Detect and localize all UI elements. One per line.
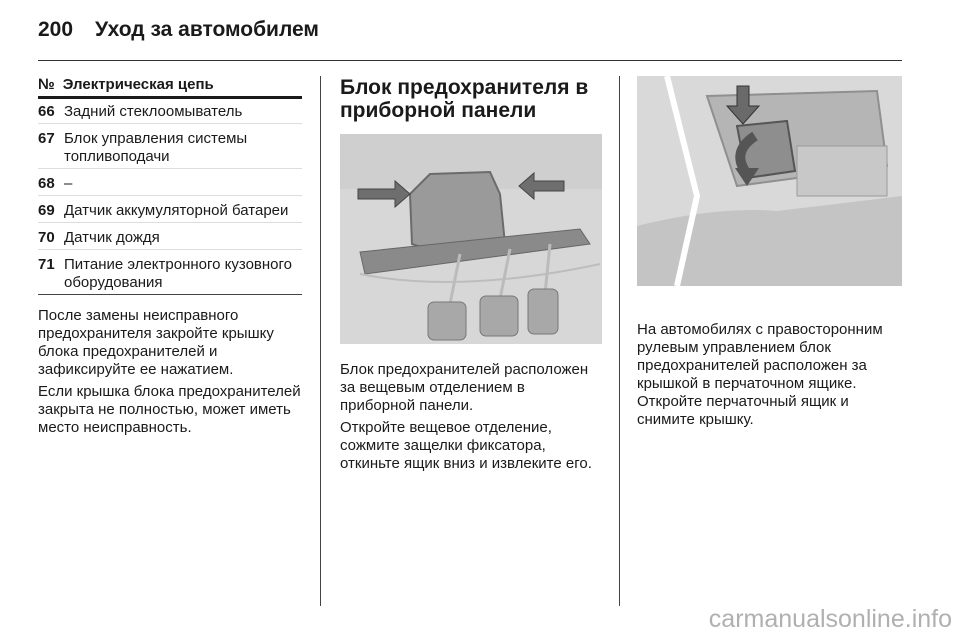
fuse-table-header <box>38 76 302 99</box>
fuse-number: 68 <box>38 175 55 192</box>
column-3 <box>637 76 902 429</box>
fuse-number: 70 <box>38 229 55 246</box>
paragraph-open-compartment: Откройте вещевое отделение, сожмите защелки фиксатора, откиньте ящик вниз и извлеките его. <box>340 419 592 472</box>
table-row <box>38 254 302 295</box>
paragraph-cover-warning: Если крышка блока предохранителей закрыта не полностью, может иметь место неисправность. <box>38 383 301 436</box>
circuit-name: Блок управления системы топливоподачи <box>64 130 248 165</box>
table-row <box>38 173 302 196</box>
fuse-number: 71 <box>38 256 55 273</box>
fuse-number: 67 <box>38 130 55 147</box>
fuse-number: 66 <box>38 103 55 120</box>
circuit-name: Питание электронного кузовного оборудования <box>64 256 293 291</box>
circuit-name: Задний стеклоомыватель <box>64 103 243 120</box>
column-divider-1 <box>320 76 321 606</box>
column-divider-2 <box>619 76 620 606</box>
table-row <box>38 128 302 169</box>
circuit-name: Датчик аккумуляторной батареи <box>64 202 289 219</box>
circuit-column-header: Электрическая цепь <box>62 76 214 93</box>
fuse-table <box>38 101 302 295</box>
page-number: 200 <box>38 18 74 41</box>
circuit-name: – <box>64 175 73 192</box>
page-title: Уход за автомобилем <box>95 18 319 41</box>
table-row <box>38 200 302 223</box>
section-heading: Блок предохранителя в приборной панели <box>340 76 589 122</box>
glovebox-illustration <box>637 76 902 286</box>
watermark: carmanualsonline.info <box>708 605 952 633</box>
instrument-panel-illustration <box>340 134 602 344</box>
paragraph-location: Блок предохранителей расположен за вещевым отделением в приборной панели. <box>340 361 589 414</box>
page-header <box>38 18 319 42</box>
circuit-name: Датчик дождя <box>64 229 160 246</box>
header-rule <box>38 60 902 61</box>
table-row <box>38 101 302 124</box>
paragraph-rhd: На автомобилях с правосторонним рулевым управлением блок предохранителей расположен за крышкой в перчаточном ящике. Откройте перчаточный ящик и снимите крышку. <box>637 321 883 428</box>
table-row <box>38 227 302 250</box>
paragraph-replace-fuse: После замены неисправного предохранителя закройте крышку блока предохранителей и зафиксируйте ее нажатием. <box>38 307 274 378</box>
fuse-number: 69 <box>38 202 55 219</box>
column-2 <box>340 76 602 473</box>
number-column-header: № <box>38 76 55 93</box>
column-1 <box>38 76 302 437</box>
